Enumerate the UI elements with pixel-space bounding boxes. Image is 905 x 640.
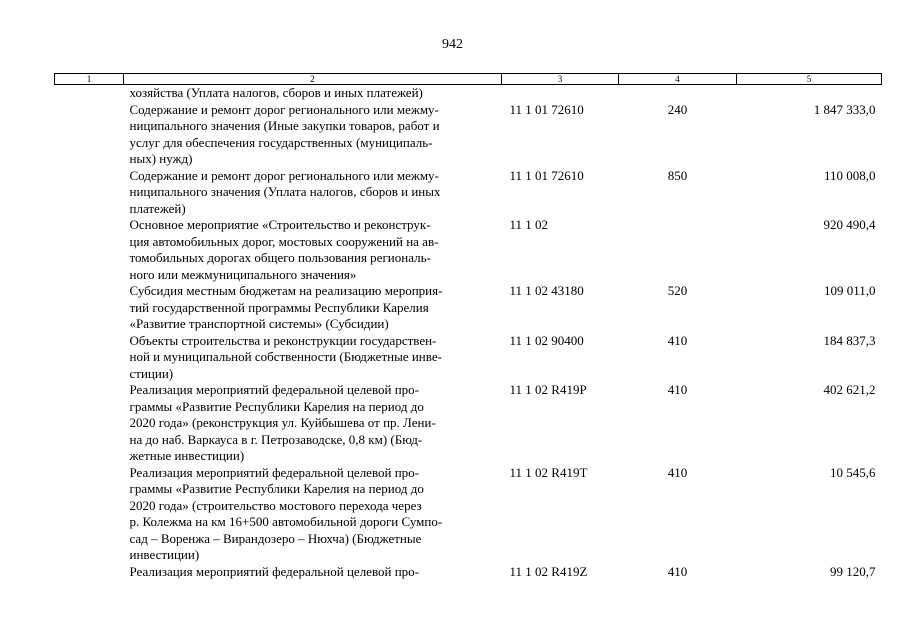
item-name-cell: Субсидия местным бюджетам на реализацию мероприя- тий государственной программы Республики Карелия «Развитие транспортной системы» (Субсидии) [129,283,443,331]
item-name-cell: Содержание и ремонт дорог регионального или межму- ниципального значения (Иные закупки товаров, работ и услуг для обеспечения государственных (муниципаль- ных) нужд) [129,101,440,166]
expense-type-cell: 410 [667,464,688,480]
item-name-cell: Содержание и ремонт дорог регионального или межму- ниципального значения (Уплата налогов, сборов и иных платежей) [129,167,441,216]
amount-cell: 402 621,2 [823,382,876,397]
table-row [55,102,882,168]
column-header-2: 2 [124,74,502,85]
column-header-3: 3 [502,74,619,85]
amount-cell: 920 490,4 [823,217,876,232]
classification-code-cell: 11 1 02 [509,217,549,232]
blank-cell [55,333,124,383]
classification-code-cell: 11 1 02 R419P [509,382,587,397]
expense-type-cell [619,217,737,283]
blank-cell [55,85,124,102]
blank-cell [55,465,124,564]
amount-cell: 184 837,3 [823,332,876,348]
amount-cell: 109 011,0 [823,283,876,298]
table-row [55,333,882,383]
classification-code-cell: 11 1 02 90400 [509,332,584,348]
blank-cell [55,382,124,465]
budget-table [54,73,882,580]
amount-cell: 10 545,6 [830,464,876,480]
column-header-row [55,74,882,85]
table-row [55,168,882,218]
amount-cell: 1 847 333,0 [813,101,876,117]
amount-cell: 110 008,0 [823,167,876,183]
table-row [55,217,882,283]
classification-code-cell: 11 1 02 R419T [509,464,588,480]
expense-type-cell: 240 [667,101,688,117]
classification-code-cell: 11 1 01 72610 [509,167,584,183]
column-header-1: 1 [55,74,124,85]
expense-type-cell: 410 [667,332,688,348]
blank-cell [55,564,124,581]
expense-type-cell: 410 [667,382,688,397]
page-number: 942 [442,37,463,52]
table-row [55,382,882,465]
item-name-cell: Реализация мероприятий федеральной целевой про- [129,563,419,579]
item-name-cell: Реализация мероприятий федеральной целевой про- граммы «Развитие Республики Карелия на период до 2020 года» (строительство мостового перехода через р. Колежма на км 16+500 автомобильной дороги Сумпо- сад – Воренжа – Вирандозеро – Нюхча) (Бюджетные инвестиции) [129,464,443,562]
expense-type-cell: 850 [667,167,688,183]
blank-cell [55,102,124,168]
classification-code-cell: 11 1 02 R419Z [509,563,588,579]
column-header-4: 4 [619,74,737,85]
table-row [55,85,882,102]
expense-type-cell [619,85,737,102]
expense-type-cell: 410 [667,563,688,579]
table-row [55,283,882,333]
item-name-cell: Объекты строительства и реконструкции государствен- ной и муниципальной собственности (Бюджетные инве- стиции) [129,332,442,381]
classification-code-cell [502,85,619,102]
expense-type-cell: 520 [667,283,688,298]
item-name-cell: хозяйства (Уплата налогов, сборов и иных платежей) [129,85,423,100]
table-row [55,465,882,564]
blank-cell [55,283,124,333]
table-row [55,564,882,581]
blank-cell [55,217,124,283]
blank-cell [55,168,124,218]
amount-cell: 99 120,7 [830,563,876,579]
classification-code-cell: 11 1 02 43180 [509,283,584,298]
item-name-cell: Реализация мероприятий федеральной целевой про- граммы «Развитие Республики Карелия на период до 2020 года» (реконструкция ул. Куйбышева от пр. Лени- на до наб. Варкауса в г. Петрозаводске, 0,8 км) (Бюд- жетные инвестиции) [129,382,436,463]
amount-cell [737,85,882,102]
table-body [55,85,882,581]
column-header-5: 5 [737,74,882,85]
item-name-cell: Основное мероприятие «Строительство и реконструк- ция автомобильных дорог, мостовых сооружений на ав- томобильных дорогах общего пользования региональ- ного или межмуниципального значения» [129,217,439,282]
classification-code-cell: 11 1 01 72610 [509,101,584,117]
